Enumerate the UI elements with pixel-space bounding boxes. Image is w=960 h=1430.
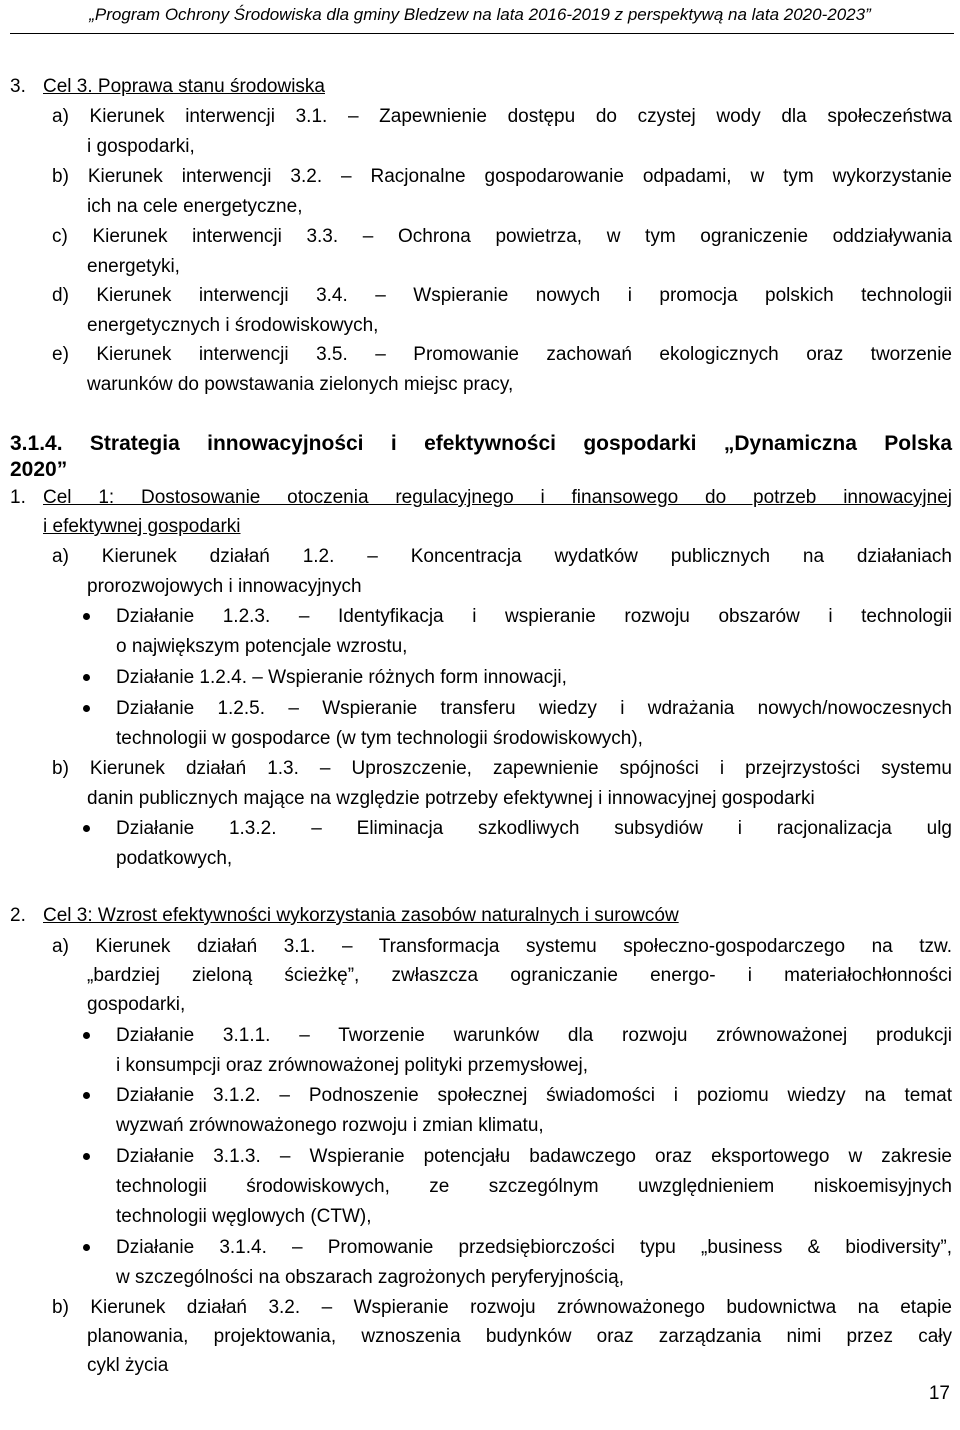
list-item-line: b) Kierunek interwencji 3.2. – Racjonalne gospodarowanie odpadami, w tym wykorzystanie — [52, 166, 952, 187]
strategy-heading-cont: 2020” — [10, 458, 68, 481]
list-item-line: a) Kierunek interwencji 3.1. – Zapewnienie dostępu do czystej wody dla społeczeństwa — [52, 106, 952, 127]
list-item-line: ich na cele energetyczne, — [87, 196, 303, 217]
direction-line: a) Kierunek działań 3.1. – Transformacja systemu społeczno-gospodarczego na tzw. — [52, 936, 952, 957]
bullet-icon — [83, 1153, 90, 1160]
direction-line: prorozwojowych i innowacyjnych — [87, 576, 362, 597]
action-line: Działanie 1.2.3. – Identyfikacja i wspieranie rozwoju obszarów i technologii — [116, 606, 952, 627]
direction-line: cykl życia — [87, 1355, 169, 1376]
list-item-line: e) Kierunek interwencji 3.5. – Promowanie zachowań ekologicznych oraz tworzenie — [52, 344, 952, 365]
action-line: podatkowych, — [116, 848, 233, 869]
goal-number: 2. — [10, 905, 26, 926]
action-line: technologii w gospodarce (w tym technologii środowiskowych), — [116, 728, 643, 749]
list-item-line: warunków do powstawania zielonych miejsc pracy, — [87, 374, 514, 395]
goal-title: Cel 3: Wzrost efektywności wykorzystania zasobów naturalnych i surowców — [43, 905, 679, 926]
bullet-icon — [83, 825, 90, 832]
bullet-icon — [83, 1092, 90, 1099]
list-item-line: c) Kierunek interwencji 3.3. – Ochrona powietrza, w tym ograniczenie oddziaływania — [52, 226, 952, 247]
section-number: 3. — [10, 76, 26, 97]
goal-title: Cel 1: Dostosowanie otoczenia regulacyjnego i finansowego do potrzeb innowacyjnej — [43, 487, 952, 508]
goal-number: 1. — [10, 487, 26, 508]
goal-title-cont: i efektywnej gospodarki — [43, 516, 241, 537]
action-line: technologii środowiskowych, ze szczególnym uwzględnieniem niskoemisyjnych — [116, 1176, 952, 1197]
direction-line: b) Kierunek działań 1.3. – Uproszczenie, zapewnienie spójności i przejrzystości systemu — [52, 758, 952, 779]
list-item-line: energetyki, — [87, 256, 180, 277]
header-rule — [10, 33, 954, 34]
bullet-icon — [83, 674, 90, 681]
list-item-line: d) Kierunek interwencji 3.4. – Wspieranie nowych i promocja polskich technologii — [52, 285, 952, 306]
direction-line: planowania, projektowania, wznoszenia budynków oraz zarządzania nimi przez cały — [87, 1326, 952, 1347]
action-line: Działanie 3.1.3. – Wspieranie potencjału badawczego oraz eksportowego w zakresie — [116, 1146, 952, 1167]
action-line: i konsumpcji oraz zrównoważonej polityki przemysłowej, — [116, 1055, 589, 1076]
strategy-heading: 3.1.4. Strategia innowacyjności i efektywności gospodarki „Dynamiczna Polska — [10, 432, 952, 455]
page-number: 17 — [928, 1383, 950, 1404]
bullet-icon — [83, 613, 90, 620]
direction-line: gospodarki, — [87, 994, 186, 1015]
page-header: „Program Ochrony Środowiska dla gminy Bledzew na lata 2016-2019 z perspektywą na lata 2020-2023” — [89, 5, 871, 24]
bullet-icon — [83, 705, 90, 712]
action-line: o największym potencjale wzrostu, — [116, 636, 408, 657]
list-item-line: energetycznych i środowiskowych, — [87, 315, 379, 336]
action-line: Działanie 1.3.2. – Eliminacja szkodliwych subsydiów i racjonalizacja ulg — [116, 818, 952, 839]
action-line: Działanie 3.1.2. – Podnoszenie społecznej świadomości i poziomu wiedzy na temat — [116, 1085, 952, 1106]
action-line: Działanie 3.1.4. – Promowanie przedsiębiorczości typu „business & biodiversity”, — [116, 1237, 952, 1258]
section-heading: Cel 3. Poprawa stanu środowiska — [43, 76, 325, 97]
direction-line: danin publicznych mające na względzie potrzeby efektywnej i innowacyjnej gospodarki — [87, 788, 815, 809]
action-line: w szczególności na obszarach zagrożonych peryferyjnością, — [116, 1267, 624, 1288]
action-line: wyzwań zrównoważonego rozwoju i zmian klimatu, — [116, 1115, 544, 1136]
bullet-icon — [83, 1032, 90, 1039]
action-line: Działanie 1.2.4. – Wspieranie różnych form innowacji, — [116, 667, 567, 688]
direction-line: b) Kierunek działań 3.2. – Wspieranie rozwoju zrównoważonego budownictwa na etapie — [52, 1297, 952, 1318]
action-line: Działanie 3.1.1. – Tworzenie warunków dla rozwoju zrównoważonej produkcji — [116, 1025, 952, 1046]
direction-line: „bardziej zieloną ścieżkę”, zwłaszcza ograniczanie energo- i materiałochłonności — [87, 965, 952, 986]
list-item-line: i gospodarki, — [87, 136, 195, 157]
action-line: technologii węglowych (CTW), — [116, 1206, 372, 1227]
action-line: Działanie 1.2.5. – Wspieranie transferu wiedzy i wdrażania nowych/nowoczesnych — [116, 698, 952, 719]
direction-line: a) Kierunek działań 1.2. – Koncentracja wydatków publicznych na działaniach — [52, 546, 952, 567]
bullet-icon — [83, 1244, 90, 1251]
